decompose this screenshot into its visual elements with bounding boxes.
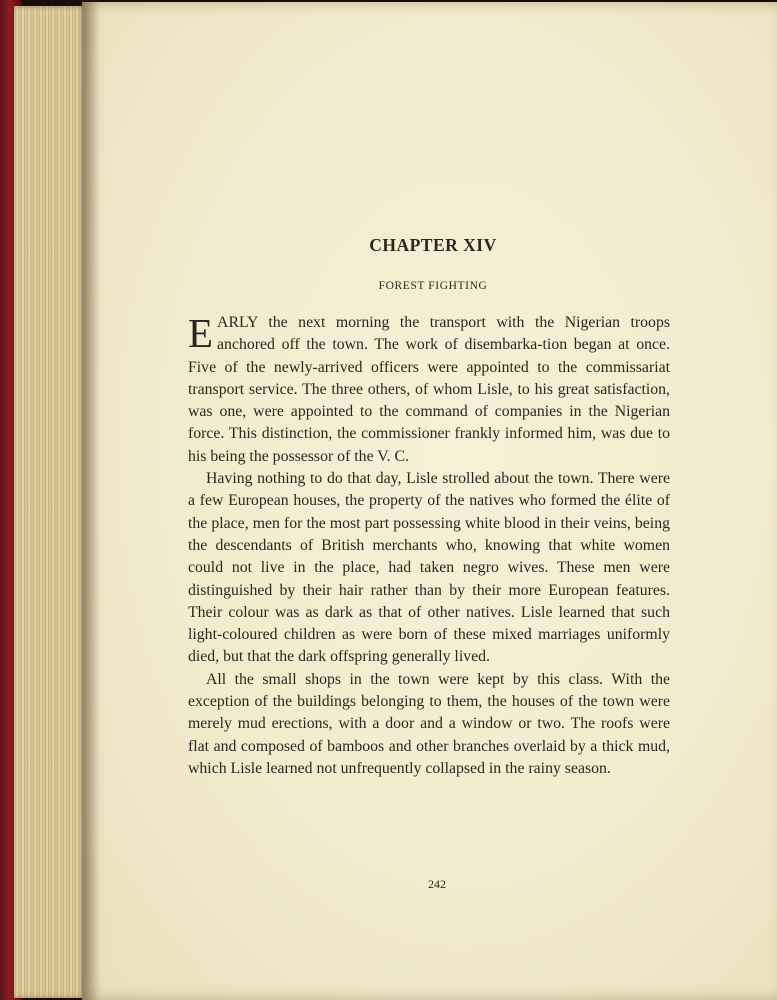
page-edges (14, 6, 86, 998)
paragraph-1-text: ARLY the next morning the transport with the Nigerian troops anchored off the town. The work of disembarka-tion began at once. Five of the newly-arrived officers were appointed to the commissariat transport service. The three others, of whom Lisle, to his great satisfaction, was one, were appointed to the command of companies in the Nigerian force. This distinction, the commissioner frankly informed him, was due to his being the possessor of the V. C. (188, 314, 670, 465)
page-content (188, 232, 670, 891)
paragraph-2: Having nothing to do that day, Lisle strolled about the town. There were a few European houses, the property of the natives who formed the élite of the place, men for the most part possessing white blood in their veins, being the descendants of British merchants who, knowing that white women could not live in the place, had taken negro wives. These men were distinguished by their hair rather than by their more European features. Their colour was as dark as that of other natives. Lisle learned that such light-coloured children as were born of these mixed marriages uniformly died, but that the dark offspring generally lived. (188, 470, 670, 666)
page-number: 242 (428, 877, 446, 891)
chapter-title: CHAPTER XIV (369, 235, 497, 255)
book-page (82, 2, 777, 1000)
body-text (188, 312, 670, 780)
paragraph-3: All the small shops in the town were kept by this class. With the exception of the buildings belonging to them, the houses of the town were merely mud erections, with a door and a window or two. The roofs were flat and composed of bamboos and other branches overlaid by a thick mud, which Lisle learned not unfrequently collapsed in the rainy season. (188, 670, 670, 777)
drop-cap: E (188, 310, 214, 356)
paragraph-1 (188, 312, 670, 468)
gutter-shadow (82, 0, 100, 1000)
chapter-subtitle: FOREST FIGHTING (378, 280, 488, 292)
